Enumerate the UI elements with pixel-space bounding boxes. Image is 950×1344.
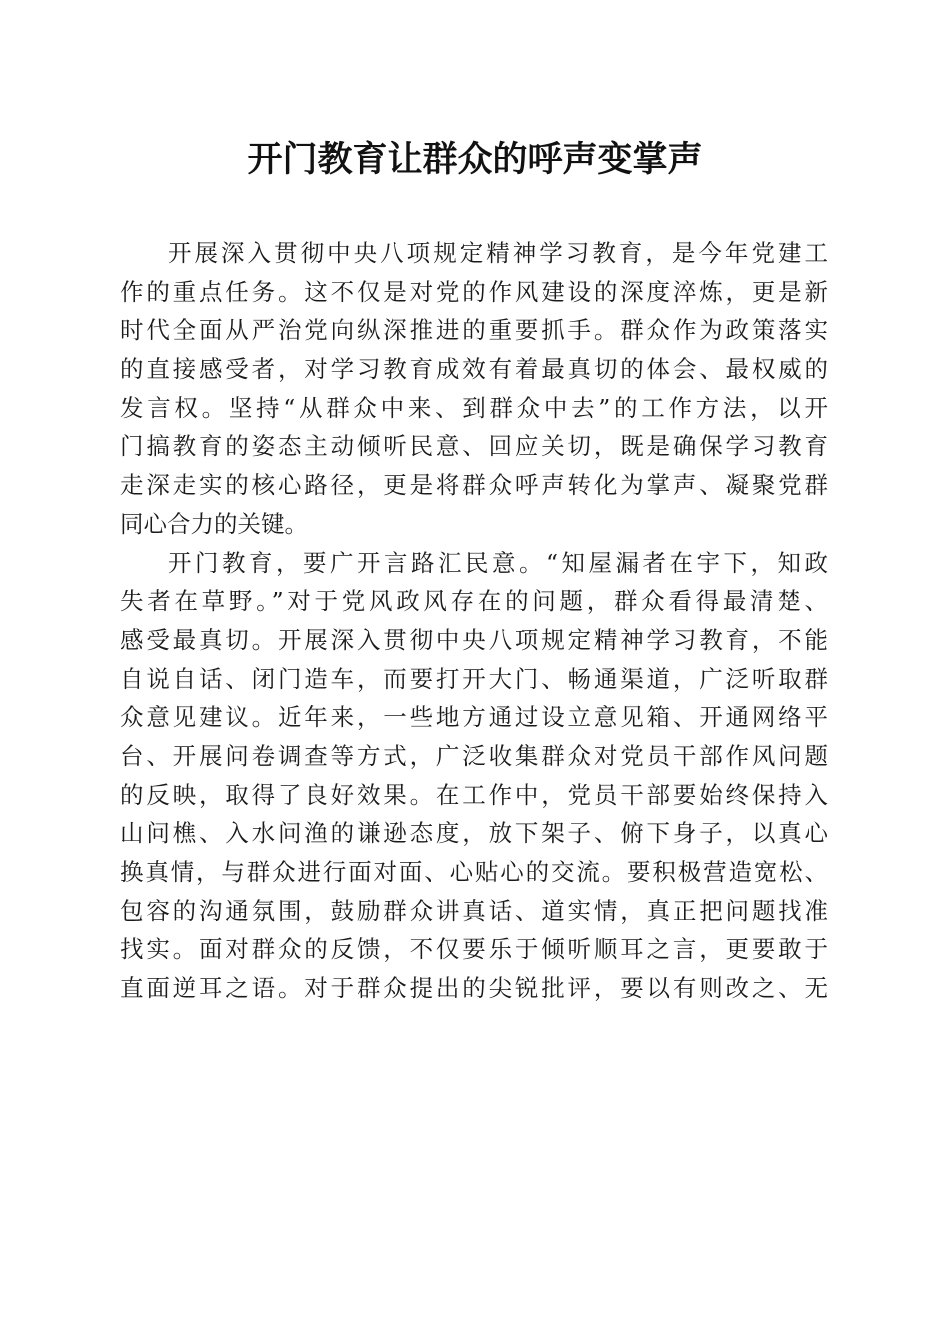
paragraph-line: 找实。面对群众的反馈，不仅要乐于倾听顺耳之言，更要敢于 [120,935,828,964]
paragraph-line: 失者在草野。”对于党风政风存在的问题，群众看得最清楚、 [120,587,828,616]
paragraph-line: 换真情，与群众进行面对面、心贴心的交流。要积极营造宽松、 [120,858,828,886]
paragraph-line: 开展深入贯彻中央八项规定精神学习教育，是今年党建工 [168,239,828,267]
paragraph-line: 作的重点任务。这不仅是对党的作风建设的深度淬炼，更是新 [120,277,828,306]
paragraph-line: 的反映，取得了良好效果。在工作中，党员干部要始终保持入 [120,780,828,809]
paragraph-line: 自说自话、闭门造车，而要打开大门、畅通渠道，广泛听取群 [120,664,828,693]
paragraph-line: 开门教育，要广开言路汇民意。“知屋漏者在宇下，知政 [168,548,828,577]
paragraph-line: 同心合力的关键。 [120,509,308,538]
paragraph-line: 感受最真切。开展深入贯彻中央八项规定精神学习教育，不能 [120,625,828,654]
document-body [120,234,828,1008]
paragraph-line: 众意见建议。近年来，一些地方通过设立意见箱、开通网络平 [120,703,828,732]
paragraph-line: 山问樵、入水问渔的谦逊态度，放下架子、俯下身子，以真心 [120,819,828,848]
paragraph-line: 时代全面从严治党向纵深推进的重要抓手。群众作为政策落实 [120,316,828,345]
paragraph-2 [120,544,828,1008]
paragraph-line: 门搞教育的姿态主动倾听民意、回应关切，既是确保学习教育 [120,432,828,461]
paragraph-line: 直面逆耳之语。对于群众提出的尖锐批评，要以有则改之、无 [120,974,828,1003]
paragraph-line: 的直接感受者，对学习教育成效有着最真切的体会、最权威的 [120,355,828,384]
paragraph-line: 走深走实的核心路径，更是将群众呼声转化为掌声、凝聚党群 [120,471,828,500]
paragraph-line: 发言权。坚持“从群众中来、到群众中去”的工作方法，以开 [120,393,828,422]
paragraph-line: 包容的沟通氛围，鼓励群众讲真话、道实情，真正把问题找准 [120,896,828,925]
document-title: 开门教育让群众的呼声变掌声 [247,139,703,180]
paragraph-line: 台、开展问卷调查等方式，广泛收集群众对党员干部作风问题 [120,741,828,770]
paragraph-1 [120,234,828,544]
